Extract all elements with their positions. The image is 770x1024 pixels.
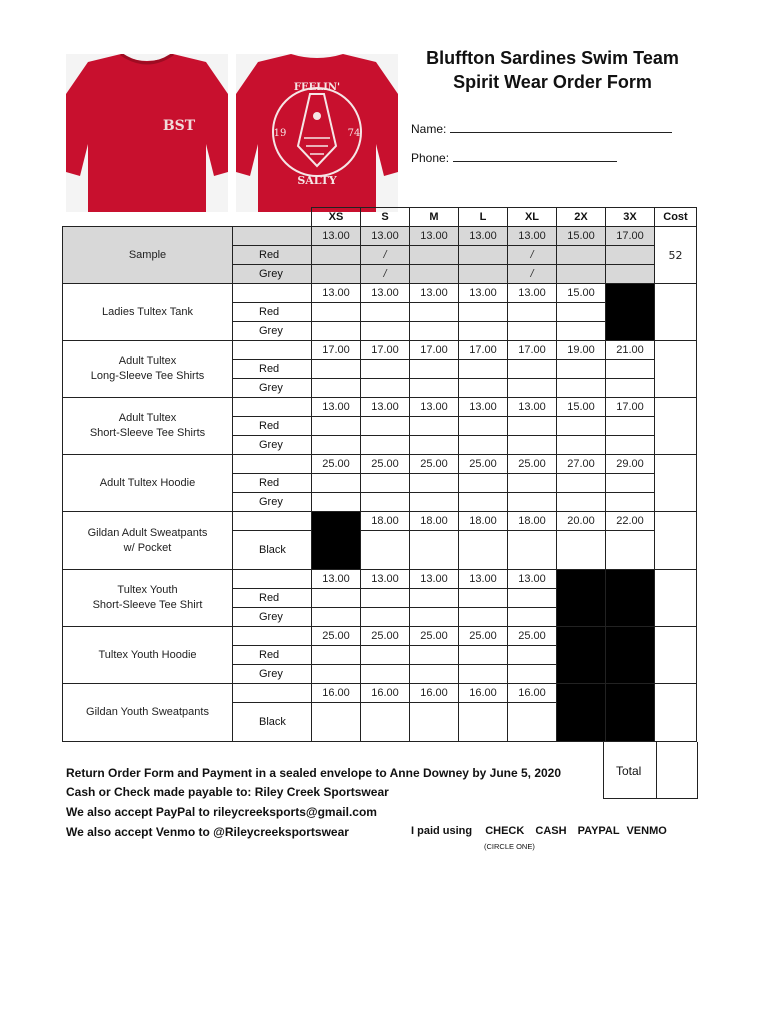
quantity-cell[interactable] xyxy=(508,665,557,684)
product-name: Tultex Youth Short-Sleeve Tee Shirt xyxy=(63,570,233,627)
size-price: 17.00 xyxy=(606,398,655,417)
footer-return-text: Return Order Form and Payment in a sealed envelope to Anne Downey by June 5, 2020 xyxy=(66,766,562,780)
size-price: 13.00 xyxy=(361,570,410,589)
size-price: 13.00 xyxy=(410,398,459,417)
product-price-row xyxy=(63,684,697,703)
quantity-cell[interactable] xyxy=(508,360,557,379)
cost-cell[interactable] xyxy=(655,512,697,570)
quantity-cell[interactable] xyxy=(606,360,655,379)
footer-venmo-text: We also accept Venmo to @Rileycreeksportswear xyxy=(66,825,349,839)
unavailable-cell xyxy=(606,684,655,742)
total-label: Total xyxy=(616,764,642,778)
column-header-m: M xyxy=(410,208,459,227)
quantity-cell[interactable] xyxy=(361,608,410,627)
cost-cell[interactable] xyxy=(655,684,697,742)
size-price: 13.00 xyxy=(508,227,557,246)
title-line-1: Bluffton Sardines Swim Team xyxy=(426,48,679,68)
method-check[interactable]: CHECK xyxy=(485,825,525,837)
name-input-line[interactable] xyxy=(450,122,672,133)
product-price-row xyxy=(63,341,697,360)
color-label: Black xyxy=(233,703,312,742)
column-header-xs: XS xyxy=(312,208,361,227)
size-price: 13.00 xyxy=(459,570,508,589)
size-price: 13.00 xyxy=(410,570,459,589)
color-label: Red xyxy=(233,303,312,322)
size-price: 18.00 xyxy=(410,512,459,531)
paid-label: I paid using xyxy=(411,825,473,837)
quantity-cell[interactable] xyxy=(459,360,508,379)
quantity-cell[interactable] xyxy=(508,303,557,322)
quantity-cell[interactable] xyxy=(410,379,459,398)
footer-payable-text: Cash or Check made payable to: Riley Creek Sportswear xyxy=(66,785,389,799)
size-price: 19.00 xyxy=(557,341,606,360)
size-price: 13.00 xyxy=(410,227,459,246)
size-price: 18.00 xyxy=(459,512,508,531)
product-price-row xyxy=(63,284,697,303)
size-price: 17.00 xyxy=(606,227,655,246)
quantity-cell[interactable] xyxy=(459,531,508,570)
unavailable-cell xyxy=(312,512,361,570)
color-label: Grey xyxy=(233,265,312,284)
quantity-cell[interactable] xyxy=(410,360,459,379)
size-price: 13.00 xyxy=(459,398,508,417)
column-header-l: L xyxy=(459,208,508,227)
color-label: Grey xyxy=(233,608,312,627)
size-price: 13.00 xyxy=(508,570,557,589)
product-price-row xyxy=(63,570,697,589)
quantity-cell[interactable] xyxy=(312,322,361,341)
name-label: Name: xyxy=(411,122,447,136)
size-price: 27.00 xyxy=(557,455,606,474)
size-price: 17.00 xyxy=(459,341,508,360)
footer-paypal-text: We also accept PayPal to rileycreeksports@gmail.com xyxy=(66,805,377,819)
size-price: 15.00 xyxy=(557,227,606,246)
quantity-cell[interactable] xyxy=(557,379,606,398)
cost-cell[interactable] xyxy=(655,398,697,455)
shirt-back-bottom: SALTY xyxy=(297,174,337,187)
product-price-row xyxy=(63,512,697,531)
method-paypal[interactable]: PAYPAL xyxy=(577,825,620,837)
size-price: 13.00 xyxy=(312,570,361,589)
quantity-cell[interactable] xyxy=(557,322,606,341)
product-name: Tultex Youth Hoodie xyxy=(63,627,233,684)
unavailable-cell xyxy=(557,684,606,742)
size-price: 13.00 xyxy=(361,284,410,303)
quantity-cell[interactable] xyxy=(459,608,508,627)
quantity-cell[interactable] xyxy=(606,246,655,265)
quantity-cell[interactable] xyxy=(508,589,557,608)
quantity-cell[interactable] xyxy=(459,474,508,493)
quantity-cell[interactable] xyxy=(557,493,606,512)
product-price-row xyxy=(63,455,697,474)
shirt-back-image xyxy=(236,54,398,212)
quantity-cell[interactable] xyxy=(508,531,557,570)
quantity-cell[interactable] xyxy=(508,608,557,627)
quantity-cell[interactable] xyxy=(557,474,606,493)
color-header-blank xyxy=(233,684,312,703)
unavailable-cell xyxy=(606,570,655,627)
unavailable-cell xyxy=(557,570,606,627)
size-price: 16.00 xyxy=(361,684,410,703)
quantity-cell[interactable] xyxy=(508,646,557,665)
quantity-cell[interactable] xyxy=(508,474,557,493)
quantity-cell[interactable] xyxy=(361,474,410,493)
quantity-cell[interactable] xyxy=(557,246,606,265)
quantity-cell[interactable] xyxy=(410,703,459,742)
quantity-cell[interactable] xyxy=(410,474,459,493)
shirt-back-top: FEELIN' xyxy=(293,82,341,93)
size-price: 21.00 xyxy=(606,341,655,360)
column-header-2x: 2X xyxy=(557,208,606,227)
quantity-cell[interactable] xyxy=(312,608,361,627)
size-price: 15.00 xyxy=(557,284,606,303)
quantity-cell[interactable] xyxy=(557,265,606,284)
size-price: 22.00 xyxy=(606,512,655,531)
method-venmo[interactable]: VENMO xyxy=(626,825,667,837)
size-price: 16.00 xyxy=(508,684,557,703)
quantity-cell[interactable] xyxy=(557,531,606,570)
header-row xyxy=(63,208,697,227)
size-price: 13.00 xyxy=(361,227,410,246)
color-header-blank xyxy=(233,512,312,531)
quantity-cell[interactable] xyxy=(410,493,459,512)
unavailable-cell xyxy=(557,627,606,684)
color-header-blank xyxy=(233,455,312,474)
quantity-cell[interactable] xyxy=(508,493,557,512)
quantity-cell[interactable] xyxy=(361,589,410,608)
quantity-cell[interactable] xyxy=(459,665,508,684)
quantity-cell[interactable] xyxy=(557,303,606,322)
product-name: Gildan Youth Sweatpants xyxy=(63,684,233,742)
quantity-cell[interactable] xyxy=(606,531,655,570)
column-header-3x: 3X xyxy=(606,208,655,227)
product-name: Sample xyxy=(63,227,233,284)
quantity-cell[interactable] xyxy=(361,531,410,570)
quantity-cell[interactable]: / xyxy=(361,265,410,284)
quantity-cell[interactable]: / xyxy=(508,265,557,284)
size-price: 29.00 xyxy=(606,455,655,474)
column-header-xl: XL xyxy=(508,208,557,227)
quantity-cell[interactable] xyxy=(410,646,459,665)
quantity-cell[interactable] xyxy=(361,646,410,665)
size-price: 25.00 xyxy=(361,627,410,646)
size-price: 20.00 xyxy=(557,512,606,531)
size-price: 18.00 xyxy=(361,512,410,531)
product-price-row xyxy=(63,227,697,246)
quantity-cell[interactable] xyxy=(410,665,459,684)
size-price: 17.00 xyxy=(361,341,410,360)
product-price-row xyxy=(63,398,697,417)
phone-field[interactable] xyxy=(411,151,617,165)
quantity-cell[interactable] xyxy=(557,417,606,436)
quantity-cell[interactable] xyxy=(557,360,606,379)
size-price: 16.00 xyxy=(410,684,459,703)
unavailable-cell xyxy=(606,627,655,684)
quantity-cell[interactable] xyxy=(459,589,508,608)
shirt-front-text: BST xyxy=(162,118,196,134)
size-price: 13.00 xyxy=(459,284,508,303)
quantity-cell[interactable] xyxy=(410,417,459,436)
cost-cell[interactable] xyxy=(655,455,697,512)
size-price: 25.00 xyxy=(508,627,557,646)
quantity-cell[interactable] xyxy=(459,417,508,436)
quantity-cell[interactable] xyxy=(508,703,557,742)
size-price: 25.00 xyxy=(312,455,361,474)
quantity-cell[interactable] xyxy=(557,436,606,455)
quantity-cell[interactable] xyxy=(508,436,557,455)
quantity-cell[interactable] xyxy=(459,379,508,398)
method-cash[interactable]: CASH xyxy=(535,825,567,837)
quantity-cell[interactable] xyxy=(410,322,459,341)
order-table xyxy=(62,207,697,742)
quantity-cell[interactable] xyxy=(606,474,655,493)
cost-cell[interactable] xyxy=(655,570,697,627)
quantity-cell[interactable] xyxy=(410,246,459,265)
color-header-blank xyxy=(233,284,312,303)
payment-method xyxy=(411,825,667,837)
total-value-box[interactable] xyxy=(655,742,698,799)
quantity-cell[interactable] xyxy=(459,436,508,455)
quantity-cell[interactable] xyxy=(361,303,410,322)
phone-label: Phone: xyxy=(411,151,450,165)
color-label: Red xyxy=(233,360,312,379)
quantity-cell[interactable] xyxy=(361,436,410,455)
product-price-row xyxy=(63,627,697,646)
column-header-s: S xyxy=(361,208,410,227)
color-label: Grey xyxy=(233,436,312,455)
quantity-cell[interactable] xyxy=(459,246,508,265)
quantity-cell[interactable] xyxy=(508,417,557,436)
color-header-blank xyxy=(233,398,312,417)
title-line-2: Spirit Wear Order Form xyxy=(453,72,652,92)
product-name: Gildan Adult Sweatpants w/ Pocket xyxy=(63,512,233,570)
color-header-blank xyxy=(233,227,312,246)
quantity-cell[interactable] xyxy=(361,379,410,398)
quantity-cell[interactable] xyxy=(361,360,410,379)
color-label: Grey xyxy=(233,379,312,398)
quantity-cell[interactable] xyxy=(410,436,459,455)
quantity-cell[interactable] xyxy=(312,246,361,265)
shirt-back-left-year: 19 xyxy=(273,128,287,139)
quantity-cell[interactable] xyxy=(312,436,361,455)
quantity-cell[interactable] xyxy=(410,265,459,284)
circle-one-note: (CIRCLE ONE) xyxy=(484,842,535,851)
size-price: 17.00 xyxy=(312,341,361,360)
size-price: 16.00 xyxy=(459,684,508,703)
size-price: 25.00 xyxy=(361,455,410,474)
size-price: 15.00 xyxy=(557,398,606,417)
product-name: Adult Tultex Short-Sleeve Tee Shirts xyxy=(63,398,233,455)
quantity-cell[interactable] xyxy=(459,646,508,665)
color-label: Red xyxy=(233,589,312,608)
column-header-cost: Cost xyxy=(655,208,697,227)
size-price: 18.00 xyxy=(508,512,557,531)
quantity-cell[interactable] xyxy=(361,322,410,341)
cost-cell[interactable]: 52 xyxy=(655,227,697,284)
color-header-blank xyxy=(233,627,312,646)
quantity-cell[interactable]: / xyxy=(361,246,410,265)
quantity-cell[interactable] xyxy=(312,417,361,436)
quantity-cell[interactable] xyxy=(606,493,655,512)
product-name: Adult Tultex Hoodie xyxy=(63,455,233,512)
quantity-cell[interactable] xyxy=(410,589,459,608)
color-label: Black xyxy=(233,531,312,570)
quantity-cell[interactable] xyxy=(361,493,410,512)
header-blank xyxy=(63,208,312,227)
color-header-blank xyxy=(233,341,312,360)
quantity-cell[interactable] xyxy=(606,379,655,398)
size-price: 25.00 xyxy=(312,627,361,646)
color-label: Red xyxy=(233,417,312,436)
quantity-cell[interactable] xyxy=(312,493,361,512)
size-price: 13.00 xyxy=(361,398,410,417)
quantity-cell[interactable] xyxy=(459,265,508,284)
quantity-cell[interactable] xyxy=(410,608,459,627)
size-price: 16.00 xyxy=(312,684,361,703)
cost-cell[interactable] xyxy=(655,627,697,684)
cost-cell[interactable] xyxy=(655,341,697,398)
size-price: 13.00 xyxy=(508,398,557,417)
quantity-cell[interactable] xyxy=(459,303,508,322)
product-name: Adult Tultex Long-Sleeve Tee Shirts xyxy=(63,341,233,398)
size-price: 13.00 xyxy=(459,227,508,246)
quantity-cell[interactable] xyxy=(410,303,459,322)
name-field[interactable] xyxy=(411,122,672,136)
color-label: Red xyxy=(233,474,312,493)
quantity-cell[interactable] xyxy=(361,417,410,436)
color-header-blank xyxy=(233,570,312,589)
quantity-cell[interactable] xyxy=(312,665,361,684)
size-price: 13.00 xyxy=(312,227,361,246)
size-price: 13.00 xyxy=(312,398,361,417)
color-label: Grey xyxy=(233,493,312,512)
quantity-cell[interactable] xyxy=(508,322,557,341)
quantity-cell[interactable] xyxy=(312,265,361,284)
size-price: 13.00 xyxy=(312,284,361,303)
quantity-cell[interactable] xyxy=(606,265,655,284)
size-price: 13.00 xyxy=(410,284,459,303)
quantity-cell[interactable] xyxy=(459,493,508,512)
quantity-cell[interactable] xyxy=(312,379,361,398)
quantity-cell[interactable] xyxy=(312,703,361,742)
page-title xyxy=(400,46,705,94)
quantity-cell[interactable] xyxy=(459,703,508,742)
size-price: 17.00 xyxy=(410,341,459,360)
shirt-front-image xyxy=(66,54,228,212)
quantity-cell[interactable] xyxy=(312,303,361,322)
unavailable-cell xyxy=(606,284,655,341)
quantity-cell[interactable] xyxy=(508,379,557,398)
product-name: Ladies Tultex Tank xyxy=(63,284,233,341)
size-price: 25.00 xyxy=(459,455,508,474)
color-label: Red xyxy=(233,246,312,265)
quantity-cell[interactable] xyxy=(312,474,361,493)
size-price: 25.00 xyxy=(508,455,557,474)
quantity-cell[interactable] xyxy=(606,436,655,455)
cost-cell[interactable] xyxy=(655,284,697,341)
quantity-cell[interactable] xyxy=(312,360,361,379)
size-price: 25.00 xyxy=(410,627,459,646)
quantity-cell[interactable] xyxy=(410,531,459,570)
size-price: 17.00 xyxy=(508,341,557,360)
quantity-cell[interactable] xyxy=(459,322,508,341)
quantity-cell[interactable] xyxy=(361,665,410,684)
quantity-cell[interactable] xyxy=(361,703,410,742)
color-label: Grey xyxy=(233,665,312,684)
shirt-back-right-year: 74 xyxy=(347,128,361,139)
quantity-cell[interactable] xyxy=(606,417,655,436)
quantity-cell[interactable]: / xyxy=(508,246,557,265)
quantity-cell[interactable] xyxy=(312,589,361,608)
color-label: Grey xyxy=(233,322,312,341)
size-price: 13.00 xyxy=(508,284,557,303)
size-price: 25.00 xyxy=(459,627,508,646)
size-price: 25.00 xyxy=(410,455,459,474)
phone-input-line[interactable] xyxy=(453,151,617,162)
color-label: Red xyxy=(233,646,312,665)
quantity-cell[interactable] xyxy=(312,646,361,665)
